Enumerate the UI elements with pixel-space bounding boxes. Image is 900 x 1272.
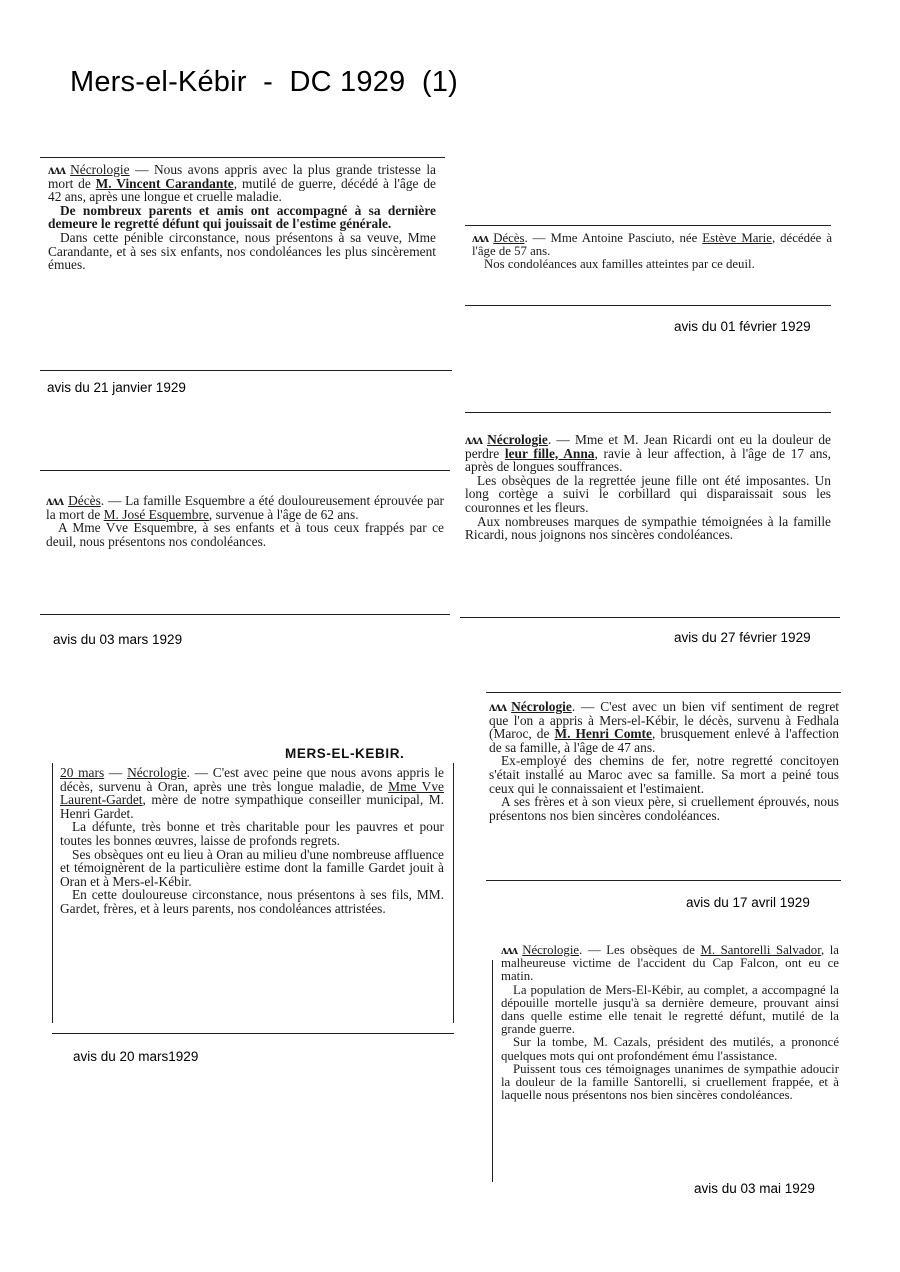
notice-body: ʌʌʌ Nécrologie. — Mme et M. Jean Ricardi ont eu la douleur de perdre leur fille, Anna, ravie à leur affection, à l'âge de 17 ans, après de longues souffrances. <box>465 432 831 475</box>
notice-esquembre <box>46 494 444 548</box>
notice-paragraph: La population de Mers-El-Kébir, au complet, a accompagné la dépouille mortelle jusqu'à sa dernière demeure, prouvant ainsi dans quelle estime elle tenait le regretté défunt, mutilé de la grande guerre. <box>501 982 839 1037</box>
deceased-name: Mme Vve Laurent-Gardet <box>60 778 444 808</box>
notice-rubric: Décès <box>68 493 101 508</box>
notice-body: ʌʌʌ Nécrologie. — C'est avec un bien vif sentiment de regret que l'on a appris à Mers-el-Kébir, le décès, survenu à Fedhala (Maroc, de M. Henri Comte, brusquement enlevé à l'affection de sa famille, à l'âge de 47 ans. <box>489 699 839 755</box>
ornament-icon: ʌʌʌ <box>48 162 66 177</box>
notice-paragraph: Aux nombreuses marques de sympathie témoignées à la famille Ricardi, nous joignons nos sincères condoléances. <box>465 513 831 543</box>
deceased-name: leur fille, Anna <box>504 445 595 461</box>
notice-ricardi <box>465 433 831 542</box>
notice-rubric: Nécrologie <box>127 765 187 780</box>
deceased-name: M. Henri Comte <box>554 726 652 742</box>
clipping-border-top <box>465 225 831 226</box>
deceased-name: Estève Marie <box>702 231 772 245</box>
ornament-icon: ʌʌʌ <box>46 493 64 508</box>
notice-santorelli <box>501 944 839 1102</box>
page-title: Mers-el-Kébir - DC 1929 (1) <box>70 66 458 98</box>
clipping-border-bottom <box>465 305 831 306</box>
notice-comte <box>489 700 839 822</box>
notice-paragraph: A Mme Vve Esquembre, à ses enfants et à tous ceux frappés par ce deuil, nous présentons nos condoléances. <box>46 520 444 549</box>
notice-body: ʌʌʌ Nécrologie — Nous avons appris avec la plus grande tristesse la mort de M. Vincent Carandante, mutilé de guerre, décédé à l'âge de 42 ans, après une longue et cruelle maladie. <box>48 162 437 205</box>
notice-date-caption: avis du 21 janvier 1929 <box>47 380 186 395</box>
notice-date-caption: avis du 03 mai 1929 <box>694 1181 815 1196</box>
notice-carandante <box>48 163 436 272</box>
deceased-name: M. Vincent Carandante <box>95 175 234 191</box>
clipping-border-bottom <box>40 614 450 615</box>
clipping-border-top <box>486 692 841 693</box>
notice-paragraph: De nombreux parents et amis ont accompagné à sa dernière demeure le regretté défunt qui jouissait de l'estime générale. <box>48 202 436 232</box>
notice-date: 20 mars <box>60 765 105 780</box>
ornament-icon: ʌʌʌ <box>465 432 483 447</box>
notice-date-caption: avis du 20 mars1929 <box>73 1049 199 1064</box>
clipping-border-bottom <box>460 617 840 618</box>
deceased-name: M. Santorelli Salvador <box>700 943 821 957</box>
clipping-border-bottom <box>40 370 452 371</box>
notice-rubric: Nécrologie <box>487 432 548 447</box>
notice-body: 20 mars — Nécrologie. — C'est avec peine que nous avons appris le décès, survenu à Oran, après une très longue maladie, de Mme Vve Laurent-Gardet, mère de notre sympathique conseiller municipal, M. Henri Gardet. <box>60 765 444 821</box>
notice-paragraph: Les obsèques de la regrettée jeune fille ont été imposantes. Un long cortège a suivi le corbillard qui disparaissait sous les couronnes et les fleurs. <box>465 472 831 515</box>
notice-paragraph: Dans cette pénible circonstance, nous présentons à sa veuve, Mme Carandante, et à ses six enfants, nos condoléances les plus sincèrement émues. <box>48 229 436 273</box>
deceased-name: M. José Esquembre <box>103 506 209 522</box>
notice-gardet <box>60 766 444 916</box>
section-heading: MERS-EL-KEBIR. <box>285 746 405 761</box>
notice-paragraph: Ses obsèques ont eu lieu à Oran au milieu d'une nombreuse affluence et témoignèrent de la particulière estime dont la famille Gardet jouit à Oran et à Mers-el-Kébir. <box>60 846 444 889</box>
notice-paragraph: La défunte, très bonne et très charitable pour les pauvres et pour toutes les bonnes œuvres, laisse de profonds regrets. <box>60 819 444 848</box>
clipping-border-bottom <box>52 1033 454 1034</box>
notice-paragraph: Ex-employé des chemins de fer, notre regretté concitoyen s'était installé au Maroc avec sa famille. Sa mort a peiné tous ceux qui le connaissaient et l'estimaient. <box>489 753 839 796</box>
clipping-border-top <box>40 470 450 471</box>
notice-rubric: Nécrologie <box>522 943 580 957</box>
clipping-border-left <box>492 960 493 1182</box>
clipping-border-top <box>465 412 831 413</box>
notice-date-caption: avis du 17 avril 1929 <box>686 895 810 910</box>
clipping-border-right <box>453 763 454 1023</box>
notice-pasciuto <box>472 232 832 271</box>
notice-body: ʌʌʌ Décès. — La famille Esquembre a été douloureusement éprouvée par la mort de M. José Esquembre, survenue à l'âge de 62 ans. <box>46 493 444 522</box>
notice-rubric: Nécrologie <box>70 162 130 177</box>
notice-date-caption: avis du 27 février 1929 <box>674 630 811 645</box>
notice-paragraph: A ses frères et à son vieux père, si cruellement éprouvés, nous présentons nos bien sincères condoléances. <box>489 794 839 823</box>
clipping-border-bottom <box>486 880 841 881</box>
notice-date-caption: avis du 03 mars 1929 <box>53 632 183 647</box>
notice-paragraph: En cette douloureuse circonstance, nous présentons à ses fils, MM. Gardet, frères, et à leurs parents, nos condoléances attristées. <box>60 887 444 916</box>
ornament-icon: ʌʌʌ <box>501 943 518 957</box>
notice-body: ʌʌʌ Nécrologie. — Les obsèques de M. Santorelli Salvador, la malheureuse victime de l'accident du Cap Falcon, ont eu ce matin. <box>501 943 839 984</box>
clipping-border-top <box>40 157 445 158</box>
notice-paragraph: Puissent tous ces témoignages unanimes de sympathie adoucir la douleur de la famille Santorelli, si cruellement frappée, et à laquelle nous présentons nos bien sincères condoléances. <box>501 1061 839 1103</box>
notice-paragraph: Nos condoléances aux familles atteintes par ce deuil. <box>484 257 755 271</box>
notice-rubric: Décès <box>493 231 525 245</box>
notice-rubric: Nécrologie <box>511 699 572 714</box>
clipping-border-left <box>52 763 53 1023</box>
notice-date-caption: avis du 01 février 1929 <box>674 319 811 334</box>
ornament-icon: ʌʌʌ <box>489 699 507 714</box>
notice-paragraph: Sur la tombe, M. Cazals, président des mutilés, a prononcé quelques mots qui ont profondément ému l'assistance. <box>501 1035 839 1063</box>
ornament-icon: ʌʌʌ <box>472 231 489 245</box>
notice-body: ʌʌʌ Décès. — Mme Antoine Pasciuto, née Estève Marie, décédée à l'âge de 57 ans. <box>472 231 832 258</box>
